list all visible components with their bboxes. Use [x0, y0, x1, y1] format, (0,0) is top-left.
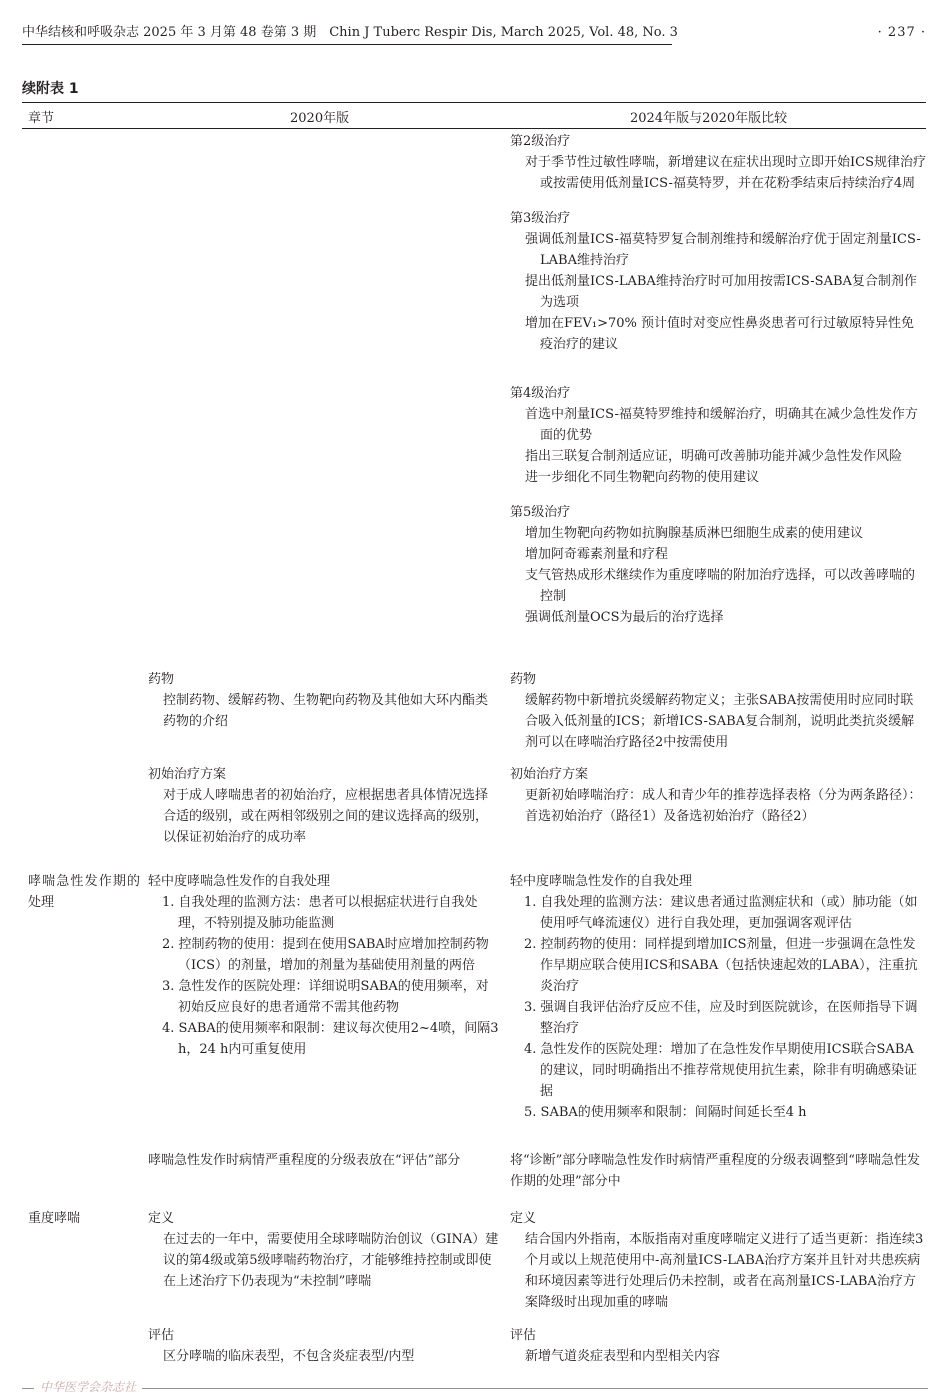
evaluation-text-2024: 新增气道炎症表型和内型相关内容	[525, 1349, 721, 1364]
severe-def-2024	[510, 1208, 926, 1313]
treatment-levels	[510, 131, 926, 642]
list-item: 提出低剂量ICS-LABA维持治疗时可加用按需ICS-SABA复合制剂作为选项	[525, 274, 917, 310]
evaluation-title-2024: 评估	[510, 1328, 537, 1343]
grading-2020	[148, 1150, 500, 1171]
journal-citation: 中华结核和呼吸杂志 2025 年 3 月第 48 卷第 3 期 Chin J Tuberc Respir Dis, March 2025, Vol. 48, No. 3	[22, 25, 678, 40]
drugs-title-2024: 药物	[510, 672, 537, 687]
list-item: 4. SABA的使用频率和限制：建议每次使用2~4喷，间隔3 h，24 h内可重复使用	[162, 1021, 499, 1057]
table-header	[22, 102, 926, 129]
severe-eval-2024	[510, 1325, 926, 1367]
evaluation-text-2020: 区分哮喘的临床表型，不包含炎症表型/内型	[163, 1349, 415, 1364]
list-item: 进一步细化不同生物靶向药物的使用建议	[525, 470, 760, 485]
chapter-severe-asthma	[28, 1208, 140, 1229]
initial-title-2024: 初始治疗方案	[510, 767, 589, 782]
initial-2024	[510, 764, 926, 827]
table-title: 续附表 1	[22, 81, 79, 97]
level-5-block	[510, 502, 926, 628]
list-item: 4. 急性发作的医院处理：增加了在急性发作早期使用ICS联合SABA的建议，同时明确指出不推荐常规使用抗生素，除非有明确感染证据	[524, 1042, 918, 1099]
level-2-block	[510, 131, 926, 194]
level-3-title: 第3级治疗	[510, 211, 571, 226]
definition-text-2024: 结合国内外指南，本版指南对重度哮喘定义进行了适当更新：指连续3个月或以上规范使用中-高剂量ICS-LABA治疗方案并且针对共患疾病和环境因素等进行处理后仍未控制，或者在高剂量ICS-LABA治疗方案降级时出现加重的哮喘	[525, 1232, 924, 1310]
definition-text-2020: 在过去的一年中，需要使用全球哮喘防治创议（GINA）建议的第4级或第5级哮喘药物治疗，才能够维持控制或即使在上述治疗下仍表现为“未控制”哮喘	[163, 1232, 499, 1289]
drugs-text-2020: 控制药物、缓解药物、生物靶向药物及其他如大环内酯类药物的介绍	[163, 693, 489, 729]
drugs-2020	[148, 669, 500, 732]
severe-eval-2020	[148, 1325, 500, 1367]
list-item: 2. 控制药物的使用：同样提到增加ICS剂量，但进一步强调在急性发作早期应联合使用ICS和SABA（包括快速起效的LABA），注重抗炎治疗	[524, 937, 918, 994]
exacerbation-title-2024: 轻中度哮喘急性发作的自我处理	[510, 874, 693, 889]
grading-text-2024: 将“诊断”部分哮喘急性发作时病情严重程度的分级表调整到“哮喘急性发作期的处理”部分中	[510, 1153, 920, 1189]
chapter-label: 哮喘急性发作期的处理	[28, 874, 140, 910]
list-item: 增加生物靶向药物如抗胸腺基质淋巴细胞生成素的使用建议	[525, 526, 864, 541]
chapter-label: 重度哮喘	[28, 1211, 81, 1226]
publisher-mark: 中华医学会杂志社	[34, 1378, 142, 1395]
list-item: 2. 控制药物的使用：提到在使用SABA时应增加控制药物（ICS）的剂量，增加的剂量为基础使用剂量的两倍	[162, 937, 489, 973]
exacerbation-title-2020: 轻中度哮喘急性发作的自我处理	[148, 874, 331, 889]
list-item: 强调低剂量ICS-福莫特罗复合制剂维持和缓解治疗优于固定剂量ICS-LABA维持治疗	[525, 232, 921, 268]
list-item: 3. 急性发作的医院处理：详细说明SABA的使用频率，对初始反应良好的患者通常不需其他药物	[162, 979, 489, 1015]
running-header	[22, 22, 926, 44]
list-item: 1. 自我处理的监测方法：患者可以根据症状进行自我处理，不特别提及肺功能监测	[162, 895, 478, 931]
list-item: 对于季节性过敏性哮喘，新增建议在症状出现时立即开始ICS规律治疗或按需使用低剂量ICS-福莫特罗，并在花粉季结束后持续治疗4周	[525, 155, 926, 191]
list-item: 5. SABA的使用频率和限制：间隔时间延长至4 h	[524, 1105, 807, 1120]
column-header-compare: 2024年版与2020年版比较	[630, 111, 788, 126]
initial-2020	[148, 764, 500, 848]
initial-text-2020: 对于成人哮喘患者的初始治疗，应根据患者具体情况选择合适的级别，或在两相邻级别之间的建议选择高的级别，以保证初始治疗的成功率	[163, 788, 489, 845]
column-header-2020: 2020年版	[290, 111, 350, 126]
level-5-title: 第5级治疗	[510, 505, 571, 520]
table-bottom-rule	[22, 1388, 928, 1389]
initial-text-2024: 更新初始哮喘治疗：成人和青少年的推荐选择表格（分为两条路径）：首选初始治疗（路径1）及备选初始治疗（路径2）	[525, 788, 922, 824]
list-item: 增加在FEV₁>70% 预计值时对变应性鼻炎患者可行过敏原特异性免疫治疗的建议	[525, 316, 915, 352]
list-item: 1. 自我处理的监测方法：建议患者通过监测症状和（或）肺功能（如使用呼气峰流速仪）进行自我处理，更加强调客观评估	[524, 895, 918, 931]
column-header-chapter: 章节	[28, 111, 55, 126]
list-item: 3. 强调自我评估治疗反应不佳，应及时到医院就诊，在医师指导下调整治疗	[524, 1000, 918, 1036]
exacerbation-2024	[510, 871, 926, 1123]
definition-title-2020: 定义	[148, 1211, 175, 1226]
drugs-title-2020: 药物	[148, 672, 175, 687]
list-item: 首选中剂量ICS-福莫特罗维持和缓解治疗，明确其在减少急性发作方面的优势	[525, 407, 918, 443]
level-4-block	[510, 383, 926, 488]
grading-2024	[510, 1150, 926, 1192]
list-item: 强调低剂量OCS为最后的治疗选择	[525, 610, 724, 625]
grading-text-2020: 哮喘急性发作时病情严重程度的分级表放在“评估”部分	[148, 1153, 461, 1168]
level-3-block	[510, 208, 926, 355]
definition-title-2024: 定义	[510, 1211, 537, 1226]
list-item: 支气管热成形术继续作为重度哮喘的附加治疗选择，可以改善哮喘的控制	[525, 568, 916, 604]
drugs-2024	[510, 669, 926, 753]
drugs-text-2024: 缓解药物中新增抗炎缓解药物定义；主张SABA按需使用时应同时联合吸入低剂量的ICS；新增ICS-SABA复合制剂，说明此类抗炎缓解剂可以在哮喘治疗路径2中按需使用	[525, 693, 915, 750]
initial-title-2020: 初始治疗方案	[148, 767, 227, 782]
header-rule	[22, 44, 672, 45]
list-item: 指出三联复合制剂适应证，明确可改善肺功能并减少急性发作风险	[525, 449, 903, 464]
severe-def-2020	[148, 1208, 500, 1292]
list-item: 增加阿奇霉素剂量和疗程	[525, 547, 669, 562]
level-4-title: 第4级治疗	[510, 386, 571, 401]
chapter-exacerbation	[28, 871, 140, 913]
evaluation-title-2020: 评估	[148, 1328, 175, 1343]
level-2-title: 第2级治疗	[510, 134, 571, 149]
page-number: · 237 ·	[877, 25, 926, 40]
exacerbation-2020	[148, 871, 500, 1060]
